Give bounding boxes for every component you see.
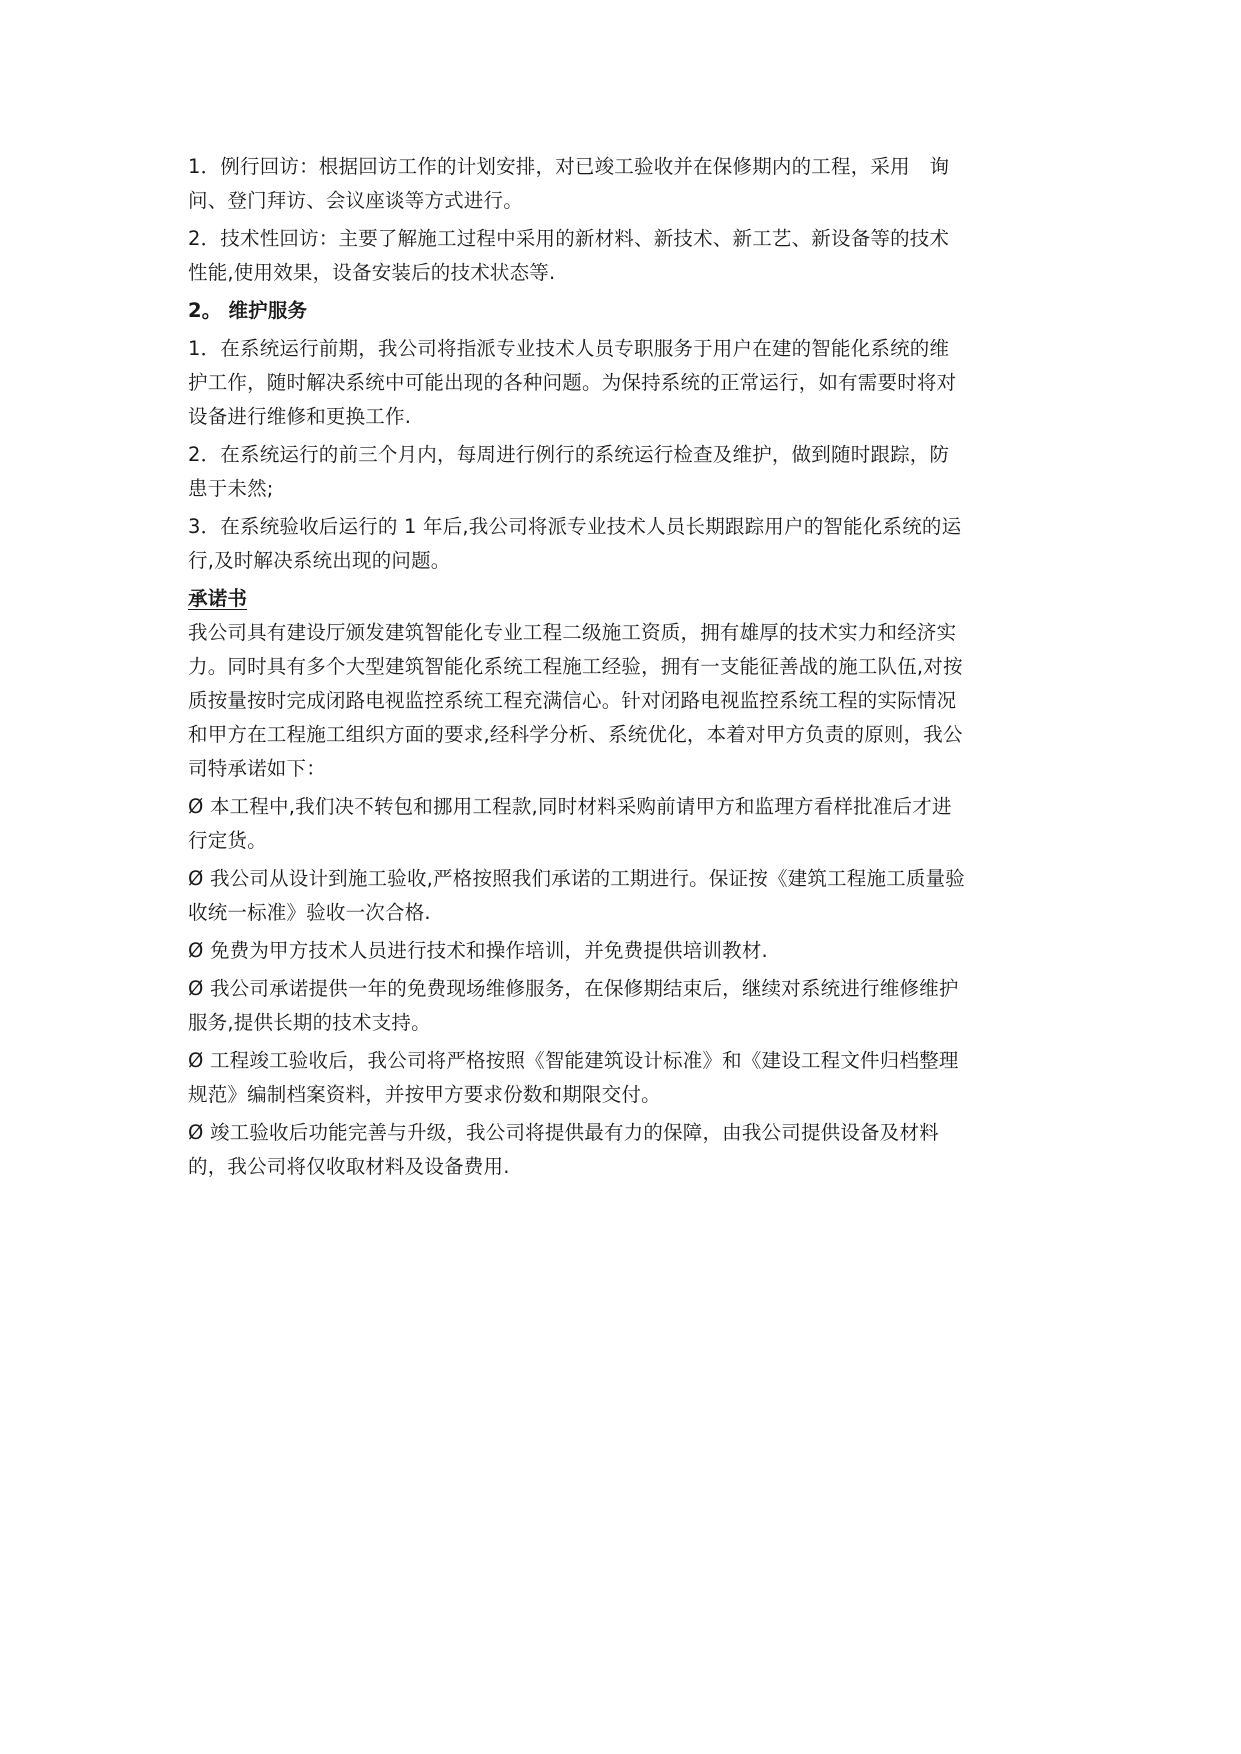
commitment-bullet-3 (188, 934, 1058, 968)
commitment-intro (188, 616, 1058, 786)
commitment-bullet-2 (188, 862, 1058, 930)
visit-item-technical (188, 222, 1058, 290)
text-line: 2．技术性回访：主要了解施工过程中采用的新材料、新技术、新工艺、新设备等的技术 (188, 227, 950, 250)
commitment-bullet-6 (188, 1116, 1058, 1184)
section-heading-maintenance: 2。 维护服务 (188, 299, 308, 322)
section-heading-commitment: 承诺书 (188, 587, 248, 610)
text-line: 规范》编制档案资料，并按甲方要求份数和期限交付。 (188, 1083, 661, 1106)
text-line: 1．在系统运行前期，我公司将指派专业技术人员专职服务于用户在建的智能化系统的维 (188, 337, 950, 360)
text-line: 1．例行回访：根据回访工作的计划安排，对已竣工验收并在保修期内的工程，采用 询 (188, 155, 950, 178)
text-line: 行,及时解决系统出现的问题。 (188, 549, 451, 572)
text-line: Ø 我公司从设计到施工验收,严格按照我们承诺的工期进行。保证按《建筑工程施工质量验 (188, 867, 965, 890)
commitment-bullet-4 (188, 972, 1058, 1040)
text-line: 行定货。 (188, 829, 267, 852)
text-line: 司特承诺如下： (188, 757, 326, 780)
text-line: 设备进行维修和更换工作. (188, 405, 412, 428)
text-line: 3．在系统验收后运行的 1 年后,我公司将派专业技术人员长期跟踪用户的智能化系统的运 (188, 515, 962, 538)
text-line: Ø 本工程中,我们决不转包和挪用工程款,同时材料采购前请甲方和监理方看样批准后才进 (188, 795, 952, 818)
text-line: 收统一标准》验收一次合格. (188, 901, 431, 924)
maintenance-item-2 (188, 438, 1058, 506)
text-line: 力。同时具有多个大型建筑智能化系统工程施工经验，拥有一支能征善战的施工队伍,对按 (188, 655, 963, 678)
visit-item-routine (188, 150, 1058, 218)
text-line: 服务,提供长期的技术支持。 (188, 1011, 431, 1034)
document-body (188, 150, 1058, 1184)
commitment-bullet-1 (188, 790, 1058, 858)
maintenance-item-1 (188, 332, 1058, 434)
text-line: 性能,使用效果，设备安装后的技术状态等. (188, 261, 556, 284)
text-line: Ø 我公司承诺提供一年的免费现场维修服务，在保修期结束后，继续对系统进行维修维护 (188, 977, 959, 1000)
text-line: Ø 竣工验收后功能完善与升级，我公司将提供最有力的保障，由我公司提供设备及材料 (188, 1121, 939, 1144)
text-line: 和甲方在工程施工组织方面的要求,经科学分析、系统优化，本着对甲方负责的原则，我公 (188, 723, 963, 746)
text-line: 我公司具有建设厅颁发建筑智能化专业工程二级施工资质，拥有雄厚的技术实力和经济实 (188, 621, 957, 644)
text-line: 问、登门拜访、会议座谈等方式进行。 (188, 189, 523, 212)
text-line: 质按量按时完成闭路电视监控系统工程充满信心。针对闭路电视监控系统工程的实际情况 (188, 689, 957, 712)
text-line: 患于未然; (188, 477, 274, 500)
text-line: 护工作，随时解决系统中可能出现的各种问题。为保持系统的正常运行，如有需要时将对 (188, 371, 957, 394)
text-line: Ø 工程竣工验收后，我公司将严格按照《智能建筑设计标准》和《建设工程文件归档整理 (188, 1049, 959, 1072)
commitment-bullet-5 (188, 1044, 1058, 1112)
maintenance-item-3 (188, 510, 1058, 578)
text-line: 的，我公司将仅收取材料及设备费用. (188, 1155, 510, 1178)
text-line: 2．在系统运行的前三个月内，每周进行例行的系统运行检查及维护，做到随时跟踪，防 (188, 443, 950, 466)
text-line: Ø 免费为甲方技术人员进行技术和操作培训，并免费提供培训教材. (188, 939, 768, 962)
